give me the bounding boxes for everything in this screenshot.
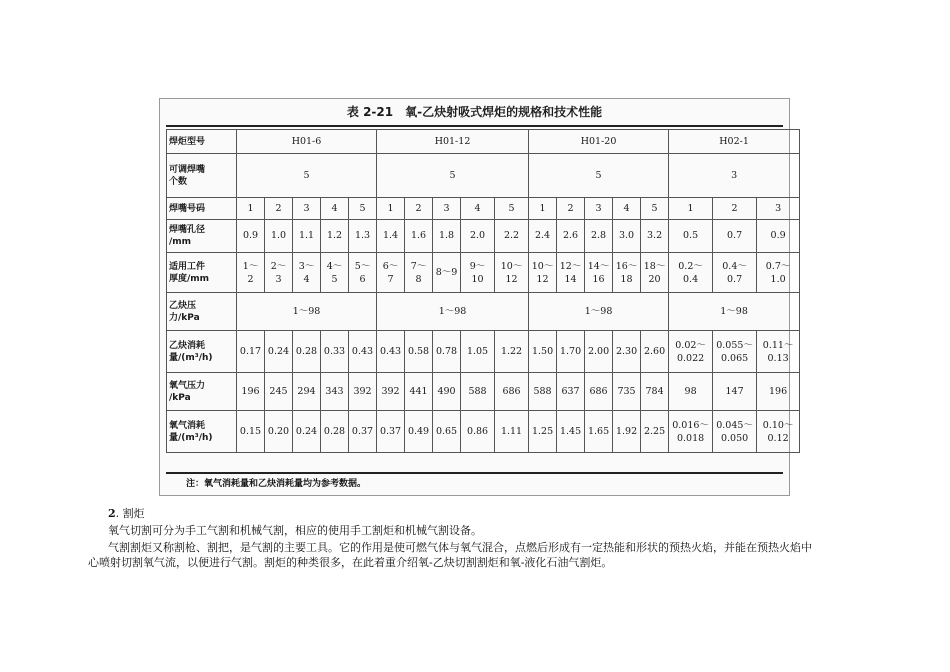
table-row bbox=[167, 411, 800, 453]
section-heading bbox=[108, 507, 145, 521]
cell-line: 0.4～ bbox=[722, 260, 747, 272]
table-cell: 3 bbox=[669, 154, 800, 198]
table-cell: 3.0 bbox=[613, 220, 641, 253]
table-cell: 441 bbox=[405, 373, 433, 411]
cell-line: 16 bbox=[592, 273, 605, 285]
table-cell: 2.25 bbox=[641, 411, 669, 453]
row-header bbox=[167, 411, 237, 453]
table-cell bbox=[377, 253, 405, 293]
row-header-line: 乙炔压 bbox=[169, 300, 197, 311]
spec-table bbox=[166, 129, 800, 453]
spec-table-body bbox=[167, 130, 800, 453]
table-cell bbox=[641, 253, 669, 293]
cell-line: 12 bbox=[505, 273, 518, 285]
table-cell: 0.37 bbox=[349, 411, 377, 453]
table-cell: 0.86 bbox=[461, 411, 495, 453]
row-header bbox=[167, 154, 237, 198]
table-cell: 1～98 bbox=[529, 293, 669, 331]
cell-line: 0.050 bbox=[720, 432, 749, 444]
table-cell bbox=[529, 253, 557, 293]
table-row bbox=[167, 154, 800, 198]
table-cell bbox=[757, 411, 800, 453]
row-header bbox=[167, 373, 237, 411]
table-cell: 2.2 bbox=[495, 220, 529, 253]
table-cell bbox=[265, 253, 293, 293]
cell-line: 0.045～ bbox=[716, 419, 753, 431]
table-cell: 196 bbox=[237, 373, 265, 411]
table-cell bbox=[713, 331, 757, 373]
table-cell: 0.37 bbox=[377, 411, 405, 453]
table-cell: 2 bbox=[405, 198, 433, 220]
table-cell: H02-1 bbox=[669, 130, 800, 154]
paragraph-2: 气割割炬又称割枪、割把，是气割的主要工具。它的作用是使可燃气体与氧气混合，点燃后形成有一定热能和形状的预热火焰，并能在预热火焰中 bbox=[108, 541, 812, 554]
table-cell: 0.78 bbox=[433, 331, 461, 373]
cell-line: 1.0 bbox=[770, 273, 786, 285]
paragraph-3: 心喷射切割氧气流，以便进行气割。割炬的种类很多，在此着重介绍氧-乙炔切割割炬和氧-液化石油气割炬。 bbox=[88, 556, 613, 569]
table-cell: 490 bbox=[433, 373, 461, 411]
table-cell: 196 bbox=[757, 373, 800, 411]
table-cell bbox=[405, 253, 433, 293]
cell-line: 0.11～ bbox=[762, 339, 794, 351]
table-cell: 2.00 bbox=[585, 331, 613, 373]
cell-line: 0.022 bbox=[676, 352, 705, 364]
table-cell: 147 bbox=[713, 373, 757, 411]
cell-line: 12 bbox=[536, 273, 549, 285]
cell-line: 9～ bbox=[469, 260, 486, 272]
table-cell: 637 bbox=[557, 373, 585, 411]
table-cell: 1.1 bbox=[293, 220, 321, 253]
table-row bbox=[167, 331, 800, 373]
table-cell: 1.3 bbox=[349, 220, 377, 253]
table-cell: 1.92 bbox=[613, 411, 641, 453]
cell-line: 0.2～ bbox=[678, 260, 703, 272]
table-cell: 2.8 bbox=[585, 220, 613, 253]
table-cell: 4 bbox=[613, 198, 641, 220]
title-rule bbox=[166, 125, 783, 127]
table-cell bbox=[757, 253, 800, 293]
table-cell: 0.17 bbox=[237, 331, 265, 373]
table-cell: 0.9 bbox=[237, 220, 265, 253]
table-cell: 5 bbox=[377, 154, 529, 198]
table-cell: 1.05 bbox=[461, 331, 495, 373]
table-cell: 1.2 bbox=[321, 220, 349, 253]
table-cell: 1 bbox=[377, 198, 405, 220]
table-cell: 588 bbox=[529, 373, 557, 411]
table-cell: 1 bbox=[529, 198, 557, 220]
cell-line: 10～ bbox=[531, 260, 554, 272]
row-header-line: 氧气消耗 bbox=[169, 420, 206, 431]
table-cell: 5 bbox=[495, 198, 529, 220]
cell-line: 18 bbox=[620, 273, 633, 285]
table-cell bbox=[433, 253, 461, 293]
table-cell: 2.4 bbox=[529, 220, 557, 253]
table-cell: 1～98 bbox=[237, 293, 377, 331]
table-cell: 2 bbox=[713, 198, 757, 220]
row-header bbox=[167, 198, 237, 220]
cell-line: 7 bbox=[387, 273, 394, 285]
row-header-line: 个数 bbox=[169, 176, 188, 187]
table-cell: 0.20 bbox=[265, 411, 293, 453]
row-header-line: /mm bbox=[169, 237, 192, 247]
table-cell: 0.9 bbox=[757, 220, 800, 253]
row-header bbox=[167, 220, 237, 253]
table-cell: 1 bbox=[237, 198, 265, 220]
table-cell: 0.24 bbox=[293, 411, 321, 453]
table-cell: H01-20 bbox=[529, 130, 669, 154]
cell-line: 5～ bbox=[354, 260, 371, 272]
table-cell: 1.11 bbox=[495, 411, 529, 453]
table-cell bbox=[613, 253, 641, 293]
table-cell: 2.30 bbox=[613, 331, 641, 373]
table-cell: 1.22 bbox=[495, 331, 529, 373]
table-cell bbox=[669, 411, 713, 453]
table-cell bbox=[757, 331, 800, 373]
table-cell: 1.65 bbox=[585, 411, 613, 453]
table-cell: 1～98 bbox=[377, 293, 529, 331]
row-header-line: 适用工件 bbox=[169, 261, 206, 272]
table-cell: 784 bbox=[641, 373, 669, 411]
cell-line: 20 bbox=[648, 273, 661, 285]
table-row bbox=[167, 220, 800, 253]
table-cell: H01-6 bbox=[237, 130, 377, 154]
cell-line: 0.7 bbox=[727, 273, 743, 285]
table-cell bbox=[669, 331, 713, 373]
row-header bbox=[167, 130, 237, 154]
cell-line: 14～ bbox=[587, 260, 610, 272]
table-row bbox=[167, 293, 800, 331]
table-cell: 4 bbox=[461, 198, 495, 220]
table-cell: 2 bbox=[557, 198, 585, 220]
cell-line: 12～ bbox=[559, 260, 582, 272]
row-header-line: 乙炔消耗 bbox=[169, 340, 206, 351]
table-cell: 392 bbox=[377, 373, 405, 411]
table-cell bbox=[495, 253, 529, 293]
table-cell: 392 bbox=[349, 373, 377, 411]
table-cell: 1 bbox=[669, 198, 713, 220]
table-cell: 1.70 bbox=[557, 331, 585, 373]
table-cell bbox=[349, 253, 377, 293]
cell-line: 0.065 bbox=[720, 352, 749, 364]
cell-line: 8 bbox=[415, 273, 422, 285]
table-cell: 2 bbox=[265, 198, 293, 220]
table-cell: 735 bbox=[613, 373, 641, 411]
table-cell: 5 bbox=[349, 198, 377, 220]
table-cell: 294 bbox=[293, 373, 321, 411]
cell-line: 0.7～ bbox=[765, 260, 791, 272]
table-cell bbox=[669, 253, 713, 293]
table-cell: 1.45 bbox=[557, 411, 585, 453]
table-cell: 1～98 bbox=[669, 293, 800, 331]
table-cell: 98 bbox=[669, 373, 713, 411]
row-header bbox=[167, 293, 237, 331]
table-note: 注：氧气消耗量和乙炔消耗量均为参考数据。 bbox=[186, 479, 367, 489]
table-cell: 2.60 bbox=[641, 331, 669, 373]
table-cell: 2.0 bbox=[461, 220, 495, 253]
row-header-line: /kPa bbox=[169, 392, 191, 403]
table-cell: H01-12 bbox=[377, 130, 529, 154]
cell-line: 10 bbox=[471, 273, 484, 285]
table-cell bbox=[557, 253, 585, 293]
table-cell bbox=[293, 253, 321, 293]
table-cell: 3 bbox=[585, 198, 613, 220]
table-cell: 343 bbox=[321, 373, 349, 411]
table-cell: 245 bbox=[265, 373, 293, 411]
table-cell: 3 bbox=[757, 198, 800, 220]
row-header bbox=[167, 331, 237, 373]
table-cell: 4 bbox=[321, 198, 349, 220]
table-title: 表 2-21 氧-乙炔射吸式焊炬的规格和技术性能 bbox=[346, 105, 603, 119]
table-cell: 1.4 bbox=[377, 220, 405, 253]
table-cell: 1.50 bbox=[529, 331, 557, 373]
row-header-line: 焊嘴号码 bbox=[169, 203, 206, 214]
table-cell bbox=[585, 253, 613, 293]
section-title: 割炬 bbox=[122, 507, 145, 520]
table-cell: 0.49 bbox=[405, 411, 433, 453]
table-cell: 0.65 bbox=[433, 411, 461, 453]
cell-line: 3 bbox=[275, 273, 282, 285]
table-cell: 0.58 bbox=[405, 331, 433, 373]
table-cell: 0.43 bbox=[349, 331, 377, 373]
section-dot: . bbox=[115, 507, 120, 520]
table-cell: 5 bbox=[237, 154, 377, 198]
cell-line: 5 bbox=[331, 273, 338, 285]
table-row bbox=[167, 198, 800, 220]
table-cell: 5 bbox=[641, 198, 669, 220]
table-cell: 2.6 bbox=[557, 220, 585, 253]
table-cell: 686 bbox=[495, 373, 529, 411]
table-cell: 1.25 bbox=[529, 411, 557, 453]
table-cell: 3 bbox=[293, 198, 321, 220]
row-header-line: 焊炬型号 bbox=[169, 136, 206, 147]
cell-line: 0.4 bbox=[683, 273, 699, 285]
row-header-line: 焊嘴孔径 bbox=[169, 225, 206, 235]
cell-line: 0.10～ bbox=[762, 419, 794, 431]
table-cell: 0.28 bbox=[293, 331, 321, 373]
table-cell: 588 bbox=[461, 373, 495, 411]
row-header-line: 量/(m³/h) bbox=[169, 352, 213, 363]
table-cell: 0.5 bbox=[669, 220, 713, 253]
cell-line: 2～ bbox=[270, 260, 287, 272]
cell-line: 0.02～ bbox=[675, 339, 706, 351]
cell-line: 7～ bbox=[410, 260, 427, 272]
table-cell: 0.15 bbox=[237, 411, 265, 453]
table-cell: 0.33 bbox=[321, 331, 349, 373]
row-header-line: 可调焊嘴 bbox=[169, 164, 206, 175]
cell-line: 1～ bbox=[242, 260, 259, 272]
table-cell bbox=[713, 411, 757, 453]
table-cell: 0.43 bbox=[377, 331, 405, 373]
table-cell: 0.24 bbox=[265, 331, 293, 373]
paragraph-1: 氧气切割可分为手工气割和机械气割，相应的使用手工割炬和机械气割设备。 bbox=[108, 524, 482, 537]
cell-line: 2 bbox=[247, 273, 254, 285]
cell-line: 0.016～ bbox=[672, 419, 709, 431]
table-cell: 0.28 bbox=[321, 411, 349, 453]
table-row bbox=[167, 130, 800, 154]
row-header-line: 量/(m³/h) bbox=[169, 432, 213, 443]
cell-line: 14 bbox=[564, 273, 577, 285]
spec-table-image bbox=[159, 98, 794, 496]
table-cell bbox=[713, 253, 757, 293]
cell-line: 6 bbox=[359, 273, 366, 285]
row-header bbox=[167, 253, 237, 293]
table-cell: 1.8 bbox=[433, 220, 461, 253]
cell-line: 18～ bbox=[643, 260, 666, 272]
table-cell: 3.2 bbox=[641, 220, 669, 253]
cell-line: 0.12 bbox=[767, 432, 789, 444]
section-number: 2 bbox=[108, 507, 116, 520]
cell-line: 0.13 bbox=[767, 352, 789, 364]
cell-line: 4 bbox=[303, 273, 310, 285]
row-header-line: 氧气压力 bbox=[169, 380, 206, 391]
table-cell: 686 bbox=[585, 373, 613, 411]
cell-line: 8～9 bbox=[435, 267, 458, 278]
table-cell: 3 bbox=[433, 198, 461, 220]
table-cell: 0.7 bbox=[713, 220, 757, 253]
table-cell bbox=[461, 253, 495, 293]
table-cell bbox=[321, 253, 349, 293]
cell-line: 10～ bbox=[500, 260, 523, 272]
table-row bbox=[167, 253, 800, 293]
cell-line: 6～ bbox=[382, 260, 399, 272]
bottom-rule bbox=[166, 472, 783, 474]
table-row bbox=[167, 373, 800, 411]
cell-line: 4～ bbox=[326, 260, 343, 272]
table-cell: 1.0 bbox=[265, 220, 293, 253]
cell-line: 3～ bbox=[298, 260, 315, 272]
table-cell: 1.6 bbox=[405, 220, 433, 253]
table-cell: 5 bbox=[529, 154, 669, 198]
row-header-line: 力/kPa bbox=[169, 312, 200, 323]
table-cell bbox=[237, 253, 265, 293]
cell-line: 0.055～ bbox=[716, 339, 753, 351]
row-header-line: 厚度/mm bbox=[169, 273, 210, 284]
cell-line: 0.018 bbox=[676, 432, 705, 444]
cell-line: 16～ bbox=[615, 260, 638, 272]
